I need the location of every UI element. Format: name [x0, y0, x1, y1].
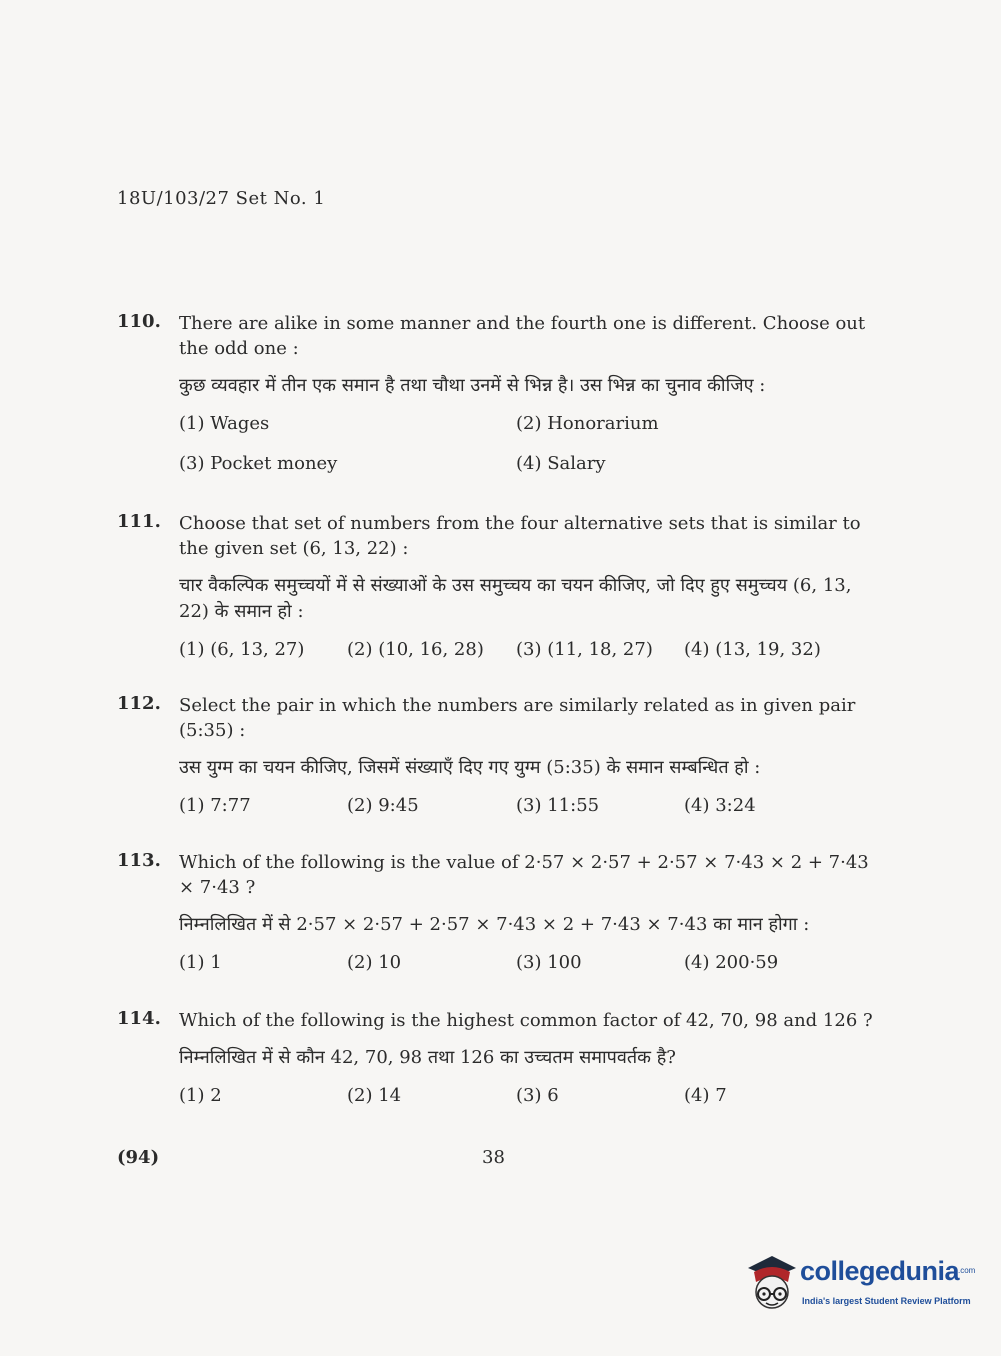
option-2: (2) 10 [347, 952, 402, 973]
question-text-hi: निम्नलिखित में से 2·57 × 2·57 + 2·57 × 7·43 × 2 + 7·43 × 7·43 का मान होगा : [179, 914, 810, 935]
question-113 [117, 850, 877, 980]
question-number: 114. [117, 1008, 161, 1029]
option-3: (3) 6 [516, 1085, 559, 1106]
option-1: (1) Wages [179, 413, 270, 434]
option-2: (2) Honorarium [516, 413, 659, 434]
option-2: (2) 14 [347, 1085, 402, 1106]
question-114 [117, 1008, 877, 1113]
set-header: 18U/103/27 Set No. 1 [117, 188, 326, 209]
option-1: (1) 1 [179, 952, 222, 973]
question-111 [117, 511, 877, 667]
question-number: 111. [117, 511, 161, 532]
option-4: (4) 200·59 [684, 952, 779, 973]
question-text-hi: कुछ व्यवहार में तीन एक समान है तथा चौथा उनमें से भिन्न है। उस भिन्न का चुनाव कीजिए : [179, 375, 766, 396]
option-3: (3) (11, 18, 27) [516, 639, 653, 660]
question-text-hi: निम्नलिखित में से कौन 42, 70, 98 तथा 126 का उच्चतम समापवर्तक है? [179, 1047, 676, 1068]
question-text-en: There are alike in some manner and the fourth one is different. Choose out the odd one : [179, 313, 866, 359]
question-112 [117, 693, 877, 823]
option-4: (4) (13, 19, 32) [684, 639, 821, 660]
collegedunia-logo[interactable] [742, 1252, 976, 1314]
question-number: 113. [117, 850, 161, 871]
option-1: (1) (6, 13, 27) [179, 639, 305, 660]
question-text-hi: उस युग्म का चयन कीजिए, जिसमें संख्याएँ दिए गए युग्म (5:35) के समान सम्बन्धित हो : [179, 757, 761, 778]
question-number: 112. [117, 693, 161, 714]
options [179, 952, 877, 980]
options [179, 1085, 877, 1113]
logo-domain: .com [958, 1266, 976, 1275]
question-number: 110. [117, 311, 161, 332]
option-3: (3) Pocket money [179, 453, 338, 474]
option-1: (1) 7:77 [179, 795, 251, 816]
options [179, 795, 877, 823]
option-4: (4) Salary [516, 453, 606, 474]
option-2: (2) 9:45 [347, 795, 419, 816]
options [179, 639, 877, 667]
question-text-hi: चार वैकल्पिक समुच्चयों में से संख्याओं के उस समुच्चय का चयन कीजिए, जो दिए हुए समुच्चय (6, 13, 22) के समान हो : [179, 575, 852, 622]
question-110 [117, 311, 877, 493]
question-text-en: Which of the following is the highest common factor of 42, 70, 98 and 126 ? [179, 1010, 873, 1031]
option-4: (4) 3:24 [684, 795, 756, 816]
footer-code: (94) [117, 1147, 160, 1168]
options [179, 413, 877, 493]
option-3: (3) 11:55 [516, 795, 600, 816]
option-4: (4) 7 [684, 1085, 727, 1106]
option-3: (3) 100 [516, 952, 582, 973]
logo-tagline: India's largest Student Review Platform [802, 1296, 971, 1306]
question-text-en: Which of the following is the value of 2·57 × 2·57 + 2·57 × 7·43 × 2 + 7·43 × 7·43 ? [179, 852, 869, 898]
question-text-en: Choose that set of numbers from the four alternative sets that is similar to the given set (6, 13, 22) : [179, 513, 861, 559]
page-number: 38 [482, 1147, 505, 1168]
question-text-en: Select the pair in which the numbers are similarly related as in given pair (5:35) : [179, 695, 856, 741]
logo-wordmark: collegedunia [800, 1256, 960, 1286]
option-2: (2) (10, 16, 28) [347, 639, 484, 660]
option-1: (1) 2 [179, 1085, 222, 1106]
mascot-icon [742, 1252, 800, 1314]
